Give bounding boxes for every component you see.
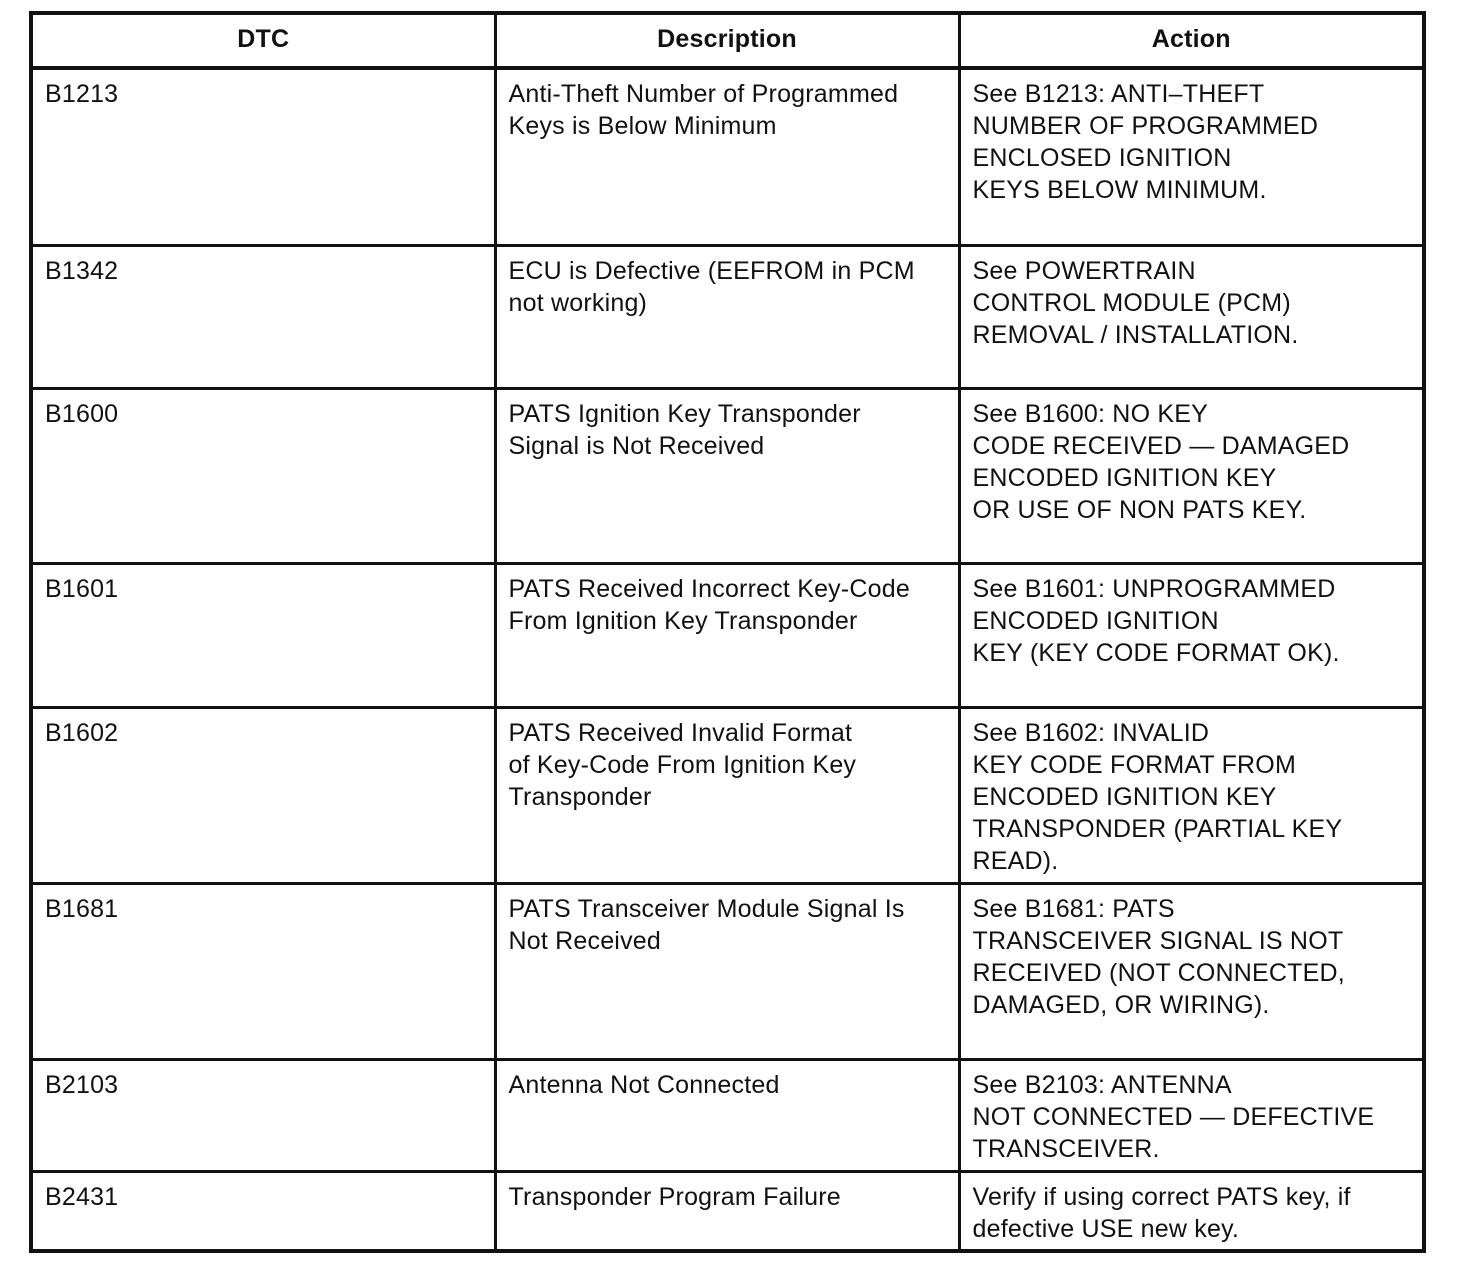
dtc-cell: B1600 xyxy=(31,388,495,563)
table-row xyxy=(31,563,1424,707)
dtc-cell: B2431 xyxy=(31,1171,495,1251)
action-cell: See B1600: NO KEY CODE RECEIVED — DAMAGED ENCODED IGNITION KEY OR USE OF NON PATS KEY. xyxy=(959,388,1424,563)
table-row xyxy=(31,245,1424,388)
table-row xyxy=(31,883,1424,1059)
description-cell: PATS Transceiver Module Signal Is Not Received xyxy=(495,883,959,1059)
action-cell: See B2103: ANTENNA NOT CONNECTED — DEFECTIVE TRANSCEIVER. xyxy=(959,1059,1424,1171)
action-cell: See B1213: ANTI–THEFT NUMBER OF PROGRAMMED ENCLOSED IGNITION KEYS BELOW MINIMUM. xyxy=(959,68,1424,245)
dtc-cell: B2103 xyxy=(31,1059,495,1171)
dtc-cell: B1602 xyxy=(31,707,495,883)
dtc-cell: B1342 xyxy=(31,245,495,388)
description-cell: Antenna Not Connected xyxy=(495,1059,959,1171)
table-row xyxy=(31,68,1424,245)
description-cell: Anti-Theft Number of Programmed Keys is Below Minimum xyxy=(495,68,959,245)
table-row xyxy=(31,707,1424,883)
header-description: Description xyxy=(495,13,959,68)
description-cell: ECU is Defective (EEFROM in PCM not working) xyxy=(495,245,959,388)
header-dtc: DTC xyxy=(31,13,495,68)
description-cell: PATS Received Incorrect Key-Code From Ignition Key Transponder xyxy=(495,563,959,707)
dtc-cell: B1601 xyxy=(31,563,495,707)
header-row xyxy=(31,13,1424,68)
table-row xyxy=(31,1059,1424,1171)
header-action: Action xyxy=(959,13,1424,68)
dtc-table xyxy=(29,11,1426,1253)
action-cell: See B1601: UNPROGRAMMED ENCODED IGNITION KEY (KEY CODE FORMAT OK). xyxy=(959,563,1424,707)
description-cell: PATS Ignition Key Transponder Signal is Not Received xyxy=(495,388,959,563)
action-cell: Verify if using correct PATS key, if defective USE new key. xyxy=(959,1171,1424,1251)
action-cell: See B1681: PATS TRANSCEIVER SIGNAL IS NOT RECEIVED (NOT CONNECTED, DAMAGED, OR WIRING). xyxy=(959,883,1424,1059)
dtc-cell: B1213 xyxy=(31,68,495,245)
description-cell: PATS Received Invalid Format of Key-Code From Ignition Key Transponder xyxy=(495,707,959,883)
table-row xyxy=(31,1171,1424,1251)
table-row xyxy=(31,388,1424,563)
description-cell: Transponder Program Failure xyxy=(495,1171,959,1251)
dtc-cell: B1681 xyxy=(31,883,495,1059)
action-cell: See B1602: INVALID KEY CODE FORMAT FROM ENCODED IGNITION KEY TRANSPONDER (PARTIAL KEY READ). xyxy=(959,707,1424,883)
action-cell: See POWERTRAIN CONTROL MODULE (PCM) REMOVAL / INSTALLATION. xyxy=(959,245,1424,388)
